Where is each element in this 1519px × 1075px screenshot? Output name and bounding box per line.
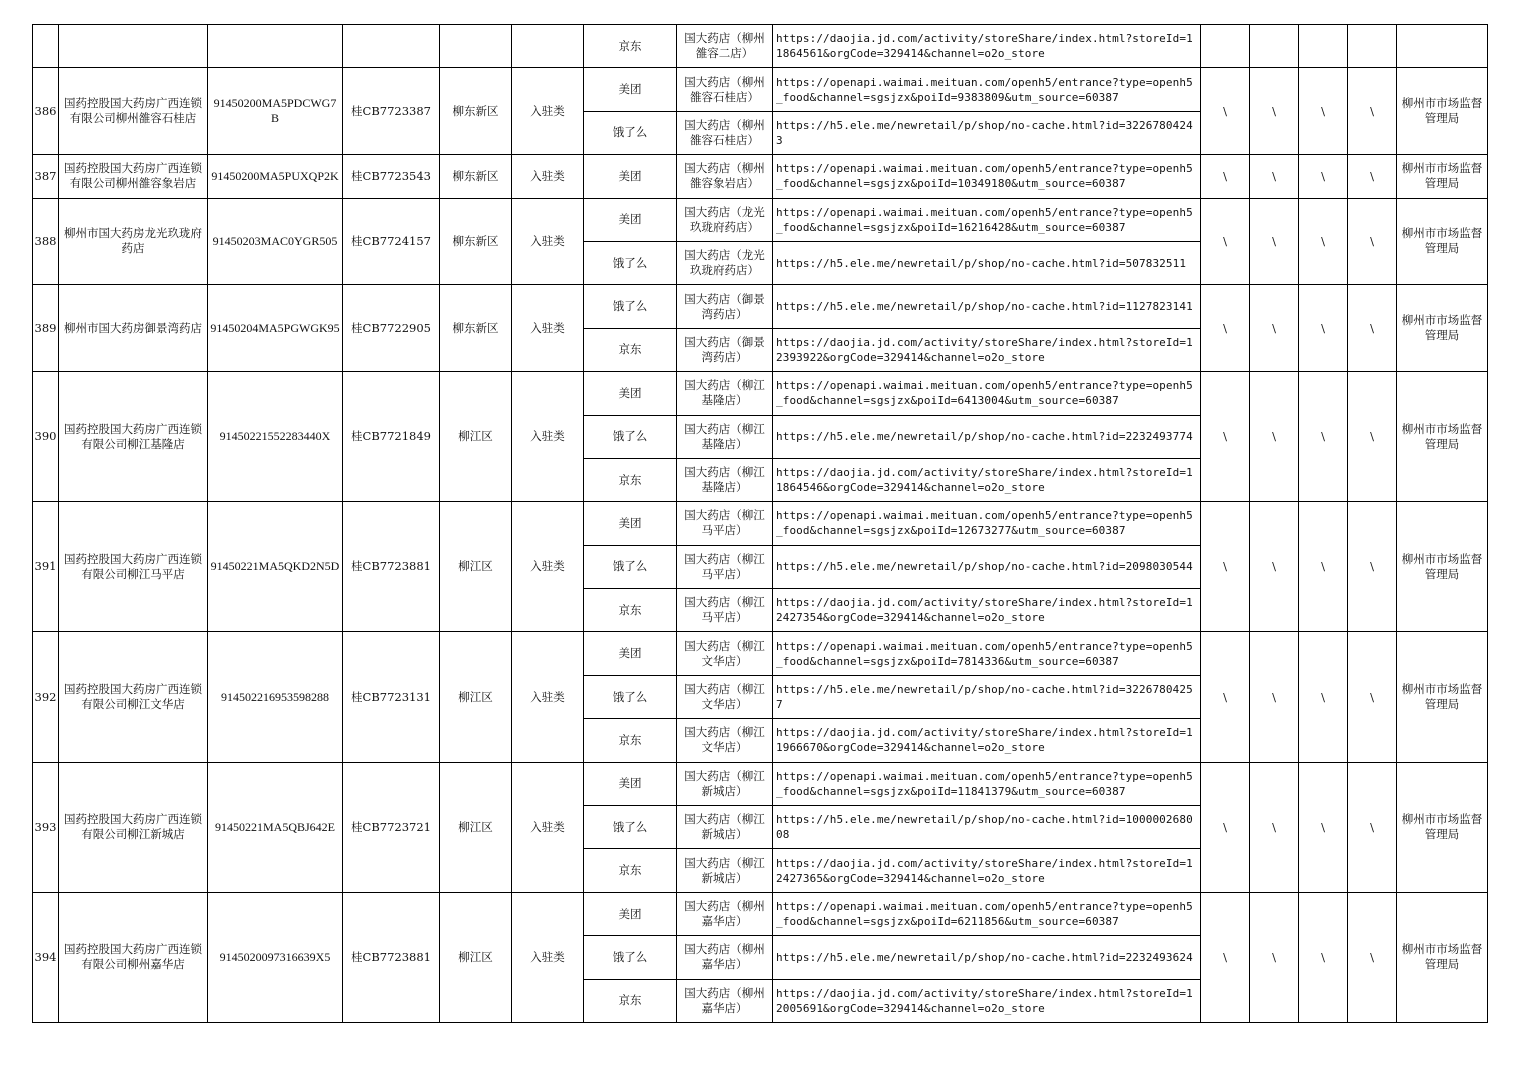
- status-cell: \: [1250, 632, 1299, 762]
- category-cell: 入驻类: [512, 762, 584, 892]
- license-number-cell: 桂CB7723387: [343, 68, 440, 155]
- status-cell: \: [1299, 762, 1348, 892]
- license-number-cell: 桂CB7723881: [343, 892, 440, 1022]
- shop-name-cell: 国大药店（柳江文华店）: [677, 675, 773, 718]
- status-cell: \: [1299, 632, 1348, 762]
- table-row: [33, 155, 1488, 198]
- shop-name-cell: 国大药店（柳州嘉华店）: [677, 979, 773, 1022]
- store-registry-table: [32, 24, 1488, 1023]
- shop-name-cell: 国大药店（柳州雒容二店）: [677, 25, 773, 68]
- shop-url-cell: https://openapi.waimai.meituan.com/openh5/entrance?type=openh5_food&channel=sgsjzx&poiId=6413004&utm_source=60387: [773, 372, 1201, 415]
- platform-cell: 京东: [584, 979, 677, 1022]
- shop-name-cell: 国大药店（龙光玖珑府药店）: [677, 241, 773, 284]
- status-cell: \: [1250, 762, 1299, 892]
- table-row: [33, 762, 1488, 805]
- authority-cell: 柳州市市场监督管理局: [1397, 285, 1488, 372]
- shop-name-cell: 国大药店（柳州嘉华店）: [677, 892, 773, 935]
- credit-code-cell: 91450221MA5QKD2N5D: [208, 502, 343, 632]
- shop-url-cell: https://openapi.waimai.meituan.com/openh5/entrance?type=openh5_food&channel=sgsjzx&poiId=11841379&utm_source=60387: [773, 762, 1201, 805]
- status-cell: \: [1348, 155, 1397, 198]
- platform-cell: 美团: [584, 502, 677, 545]
- category-cell: 入驻类: [512, 68, 584, 155]
- status-cell: \: [1201, 892, 1250, 1022]
- record-number-cell: 386: [33, 68, 59, 155]
- shop-name-cell: 国大药店（御景湾药店）: [677, 285, 773, 328]
- status-cell: \: [1250, 198, 1299, 285]
- empty-cell: [208, 25, 343, 68]
- status-cell: \: [1348, 892, 1397, 1022]
- status-cell: \: [1201, 155, 1250, 198]
- status-cell: \: [1299, 285, 1348, 372]
- shop-url-cell: https://openapi.waimai.meituan.com/openh5/entrance?type=openh5_food&channel=sgsjzx&poiId=12673277&utm_source=60387: [773, 502, 1201, 545]
- company-name-cell: 国药控股国大药房广西连锁有限公司柳江新城店: [59, 762, 208, 892]
- table-row: [33, 198, 1488, 241]
- license-number-cell: 桂CB7723543: [343, 155, 440, 198]
- shop-name-cell: 国大药店（柳江基隆店）: [677, 458, 773, 501]
- shop-url-cell: https://openapi.waimai.meituan.com/openh5/entrance?type=openh5_food&channel=sgsjzx&poiId=6211856&utm_source=60387: [773, 892, 1201, 935]
- status-cell: \: [1299, 372, 1348, 502]
- credit-code-cell: 914502216953598288: [208, 632, 343, 762]
- status-cell: \: [1348, 632, 1397, 762]
- shop-name-cell: 国大药店（柳江新城店）: [677, 849, 773, 892]
- record-number-cell: 392: [33, 632, 59, 762]
- shop-url-cell: https://h5.ele.me/newretail/p/shop/no-cache.html?id=1127823141: [773, 285, 1201, 328]
- credit-code-cell: 91450200MA5PDCWG7B: [208, 68, 343, 155]
- shop-url-cell: https://openapi.waimai.meituan.com/openh5/entrance?type=openh5_food&channel=sgsjzx&poiId=7814336&utm_source=60387: [773, 632, 1201, 675]
- authority-cell: 柳州市市场监督管理局: [1397, 502, 1488, 632]
- record-number-cell: 391: [33, 502, 59, 632]
- platform-cell: 京东: [584, 25, 677, 68]
- authority-cell: 柳州市市场监督管理局: [1397, 892, 1488, 1022]
- district-cell: 柳江区: [440, 892, 512, 1022]
- table-row: [33, 25, 1488, 68]
- category-cell: 入驻类: [512, 372, 584, 502]
- credit-code-cell: 91450221552283440X: [208, 372, 343, 502]
- credit-code-cell: 91450203MAC0YGR505: [208, 198, 343, 285]
- status-cell: \: [1348, 198, 1397, 285]
- empty-cell: [59, 25, 208, 68]
- district-cell: 柳江区: [440, 762, 512, 892]
- shop-name-cell: 国大药店（柳江新城店）: [677, 762, 773, 805]
- shop-name-cell: 国大药店（柳江马平店）: [677, 545, 773, 588]
- shop-name-cell: 国大药店（柳州雒容石桂店）: [677, 68, 773, 111]
- status-cell: \: [1348, 502, 1397, 632]
- platform-cell: 京东: [584, 458, 677, 501]
- empty-cell: [1250, 25, 1299, 68]
- shop-name-cell: 国大药店（御景湾药店）: [677, 328, 773, 371]
- status-cell: \: [1348, 68, 1397, 155]
- status-cell: \: [1299, 155, 1348, 198]
- platform-cell: 京东: [584, 328, 677, 371]
- shop-url-cell: https://daojia.jd.com/activity/storeShare/index.html?storeId=12427365&orgCode=329414&channel=o2o_store: [773, 849, 1201, 892]
- district-cell: 柳江区: [440, 632, 512, 762]
- category-cell: 入驻类: [512, 502, 584, 632]
- record-number-cell: 394: [33, 892, 59, 1022]
- shop-url-cell: https://daojia.jd.com/activity/storeShare/index.html?storeId=12393922&orgCode=329414&channel=o2o_store: [773, 328, 1201, 371]
- shop-name-cell: 国大药店（柳江基隆店）: [677, 415, 773, 458]
- district-cell: 柳江区: [440, 372, 512, 502]
- status-cell: \: [1201, 632, 1250, 762]
- table-row: [33, 632, 1488, 675]
- platform-cell: 饿了么: [584, 806, 677, 849]
- status-cell: \: [1348, 762, 1397, 892]
- status-cell: \: [1250, 285, 1299, 372]
- shop-url-cell: https://openapi.waimai.meituan.com/openh5/entrance?type=openh5_food&channel=sgsjzx&poiId=10349180&utm_source=60387: [773, 155, 1201, 198]
- shop-name-cell: 国大药店（柳州雒容石桂店）: [677, 111, 773, 154]
- shop-url-cell: https://daojia.jd.com/activity/storeShare/index.html?storeId=12427354&orgCode=329414&channel=o2o_store: [773, 589, 1201, 632]
- company-name-cell: 柳州市国大药房御景湾药店: [59, 285, 208, 372]
- authority-cell: 柳州市市场监督管理局: [1397, 762, 1488, 892]
- credit-code-cell: 91450200MA5PUXQP2K: [208, 155, 343, 198]
- credit-code-cell: 91450221MA5QBJ642E: [208, 762, 343, 892]
- platform-cell: 美团: [584, 198, 677, 241]
- platform-cell: 饿了么: [584, 675, 677, 718]
- status-cell: \: [1299, 502, 1348, 632]
- license-number-cell: 桂CB7721849: [343, 372, 440, 502]
- shop-url-cell: https://daojia.jd.com/activity/storeShare/index.html?storeId=11966670&orgCode=329414&channel=o2o_store: [773, 719, 1201, 762]
- license-number-cell: 桂CB7724157: [343, 198, 440, 285]
- company-name-cell: 柳州市国大药房龙光玖珑府药店: [59, 198, 208, 285]
- platform-cell: 饿了么: [584, 936, 677, 979]
- district-cell: 柳东新区: [440, 68, 512, 155]
- status-cell: \: [1299, 892, 1348, 1022]
- record-number-cell: 393: [33, 762, 59, 892]
- empty-cell: [1201, 25, 1250, 68]
- status-cell: \: [1250, 892, 1299, 1022]
- platform-cell: 京东: [584, 719, 677, 762]
- empty-cell: [512, 25, 584, 68]
- record-number-cell: 390: [33, 372, 59, 502]
- status-cell: \: [1201, 285, 1250, 372]
- category-cell: 入驻类: [512, 198, 584, 285]
- shop-name-cell: 国大药店（柳江马平店）: [677, 589, 773, 632]
- table-body: [33, 25, 1488, 1023]
- table-row: [33, 372, 1488, 415]
- platform-cell: 饿了么: [584, 415, 677, 458]
- category-cell: 入驻类: [512, 285, 584, 372]
- shop-url-cell: https://daojia.jd.com/activity/storeShare/index.html?storeId=11864561&orgCode=329414&channel=o2o_store: [773, 25, 1201, 68]
- platform-cell: 美团: [584, 68, 677, 111]
- platform-cell: 美团: [584, 632, 677, 675]
- table-row: [33, 285, 1488, 328]
- empty-cell: [440, 25, 512, 68]
- status-cell: \: [1201, 502, 1250, 632]
- status-cell: \: [1348, 285, 1397, 372]
- shop-url-cell: https://daojia.jd.com/activity/storeShare/index.html?storeId=11864546&orgCode=329414&channel=o2o_store: [773, 458, 1201, 501]
- authority-cell: 柳州市市场监督管理局: [1397, 198, 1488, 285]
- category-cell: 入驻类: [512, 155, 584, 198]
- shop-url-cell: https://h5.ele.me/newretail/p/shop/no-cache.html?id=507832511: [773, 241, 1201, 284]
- district-cell: 柳东新区: [440, 285, 512, 372]
- status-cell: \: [1250, 372, 1299, 502]
- license-number-cell: 桂CB7723131: [343, 632, 440, 762]
- empty-cell: [1397, 25, 1488, 68]
- platform-cell: 美团: [584, 372, 677, 415]
- empty-cell: [1299, 25, 1348, 68]
- platform-cell: 饿了么: [584, 545, 677, 588]
- platform-cell: 京东: [584, 849, 677, 892]
- platform-cell: 美团: [584, 155, 677, 198]
- record-number-cell: 387: [33, 155, 59, 198]
- credit-code-cell: 9145020097316639X5: [208, 892, 343, 1022]
- status-cell: \: [1299, 198, 1348, 285]
- authority-cell: 柳州市市场监督管理局: [1397, 155, 1488, 198]
- platform-cell: 饿了么: [584, 241, 677, 284]
- table-row: [33, 892, 1488, 935]
- company-name-cell: 国药控股国大药房广西连锁有限公司柳州嘉华店: [59, 892, 208, 1022]
- platform-cell: 美团: [584, 762, 677, 805]
- shop-name-cell: 国大药店（柳江文华店）: [677, 632, 773, 675]
- record-number-cell: 389: [33, 285, 59, 372]
- platform-cell: 饿了么: [584, 111, 677, 154]
- shop-url-cell: https://openapi.waimai.meituan.com/openh5/entrance?type=openh5_food&channel=sgsjzx&poiId=9383809&utm_source=60387: [773, 68, 1201, 111]
- shop-url-cell: https://openapi.waimai.meituan.com/openh5/entrance?type=openh5_food&channel=sgsjzx&poiId=16216428&utm_source=60387: [773, 198, 1201, 241]
- district-cell: 柳东新区: [440, 198, 512, 285]
- category-cell: 入驻类: [512, 892, 584, 1022]
- license-number-cell: 桂CB7722905: [343, 285, 440, 372]
- shop-name-cell: 国大药店（柳州雒容象岩店）: [677, 155, 773, 198]
- shop-name-cell: 国大药店（柳江新城店）: [677, 806, 773, 849]
- company-name-cell: 国药控股国大药房广西连锁有限公司柳江文华店: [59, 632, 208, 762]
- shop-name-cell: 国大药店（柳江马平店）: [677, 502, 773, 545]
- company-name-cell: 国药控股国大药房广西连锁有限公司柳江马平店: [59, 502, 208, 632]
- platform-cell: 饿了么: [584, 285, 677, 328]
- category-cell: 入驻类: [512, 632, 584, 762]
- status-cell: \: [1250, 155, 1299, 198]
- record-number-cell: 388: [33, 198, 59, 285]
- shop-url-cell: https://h5.ele.me/newretail/p/shop/no-cache.html?id=2232493774: [773, 415, 1201, 458]
- shop-url-cell: https://h5.ele.me/newretail/p/shop/no-cache.html?id=2232493624: [773, 936, 1201, 979]
- authority-cell: 柳州市市场监督管理局: [1397, 68, 1488, 155]
- status-cell: \: [1201, 372, 1250, 502]
- company-name-cell: 国药控股国大药房广西连锁有限公司柳州雒容象岩店: [59, 155, 208, 198]
- status-cell: \: [1348, 372, 1397, 502]
- credit-code-cell: 91450204MA5PGWGK95: [208, 285, 343, 372]
- district-cell: 柳江区: [440, 502, 512, 632]
- empty-cell: [343, 25, 440, 68]
- authority-cell: 柳州市市场监督管理局: [1397, 372, 1488, 502]
- company-name-cell: 国药控股国大药房广西连锁有限公司柳江基隆店: [59, 372, 208, 502]
- platform-cell: 美团: [584, 892, 677, 935]
- status-cell: \: [1299, 68, 1348, 155]
- license-number-cell: 桂CB7723721: [343, 762, 440, 892]
- shop-url-cell: https://daojia.jd.com/activity/storeShare/index.html?storeId=12005691&orgCode=329414&channel=o2o_store: [773, 979, 1201, 1022]
- shop-url-cell: https://h5.ele.me/newretail/p/shop/no-cache.html?id=100000268008: [773, 806, 1201, 849]
- shop-url-cell: https://h5.ele.me/newretail/p/shop/no-cache.html?id=32267804257: [773, 675, 1201, 718]
- status-cell: \: [1201, 198, 1250, 285]
- table-row: [33, 68, 1488, 111]
- status-cell: \: [1201, 68, 1250, 155]
- status-cell: \: [1250, 502, 1299, 632]
- shop-name-cell: 国大药店（柳州嘉华店）: [677, 936, 773, 979]
- empty-cell: [33, 25, 59, 68]
- shop-name-cell: 国大药店（龙光玖珑府药店）: [677, 198, 773, 241]
- status-cell: \: [1201, 762, 1250, 892]
- table-row: [33, 502, 1488, 545]
- platform-cell: 京东: [584, 589, 677, 632]
- license-number-cell: 桂CB7723881: [343, 502, 440, 632]
- company-name-cell: 国药控股国大药房广西连锁有限公司柳州雒容石桂店: [59, 68, 208, 155]
- authority-cell: 柳州市市场监督管理局: [1397, 632, 1488, 762]
- empty-cell: [1348, 25, 1397, 68]
- shop-name-cell: 国大药店（柳江基隆店）: [677, 372, 773, 415]
- shop-name-cell: 国大药店（柳江文华店）: [677, 719, 773, 762]
- district-cell: 柳东新区: [440, 155, 512, 198]
- shop-url-cell: https://h5.ele.me/newretail/p/shop/no-cache.html?id=32267804243: [773, 111, 1201, 154]
- shop-url-cell: https://h5.ele.me/newretail/p/shop/no-cache.html?id=2098030544: [773, 545, 1201, 588]
- status-cell: \: [1250, 68, 1299, 155]
